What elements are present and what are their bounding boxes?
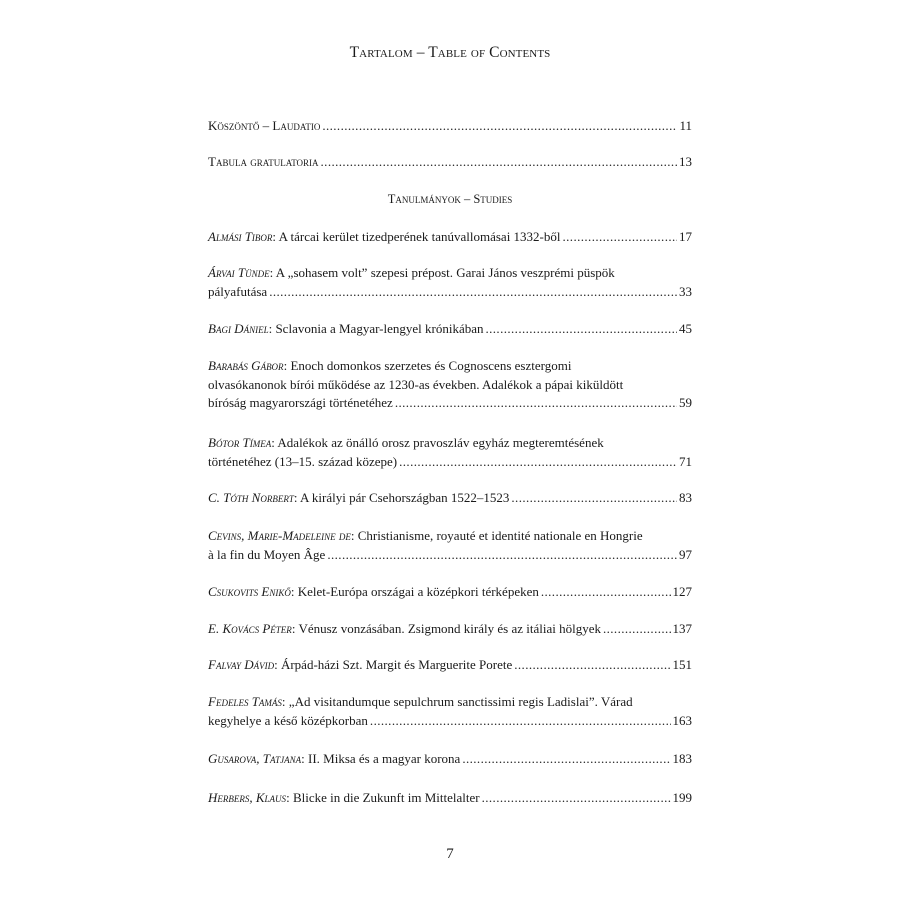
entry-title-cont: kegyhelye a késő középkorban [208, 712, 368, 728]
toc-entry [208, 228, 692, 247]
page-ref: 83 [679, 490, 692, 505]
entry-title: II. Miksa és a magyar korona [307, 751, 461, 766]
entry-author: Bagi Dániel [208, 321, 269, 336]
entry-author: Falvay Dávid [208, 657, 275, 672]
entry-title: A királyi pár Csehországban 1522–1523 [299, 490, 510, 505]
entry-title: Sclavonia a Magyar-lengyel krónikában [275, 321, 484, 336]
page-ref: 13 [679, 154, 692, 169]
dot-leader [514, 656, 670, 675]
toc-entry [208, 489, 692, 508]
entry-author: Gusarova, Tatjana [208, 751, 302, 766]
toc-entry [208, 583, 692, 602]
entry-text: Gusarova, Tatjana: II. Miksa és a magyar korona [208, 751, 461, 766]
page-ref: 151 [672, 657, 692, 672]
entry-text: Bagi Dániel: Sclavonia a Magyar-lengyel krónikában [208, 321, 484, 336]
entry-author: Almási Tibor [208, 229, 273, 244]
page-ref: 97 [679, 546, 692, 562]
entry-title-cont: olvasókanonok bírói működése az 1230-as években. Adalékok a pápai kiküldött [208, 376, 624, 392]
entry-author: Árvai Tünde [208, 265, 270, 280]
page-ref: 199 [672, 790, 692, 805]
entry-author: Fedeles Tamás [208, 694, 282, 709]
entry-text: Falvay Dávid: Árpád-házi Szt. Margit és Marguerite Porete [208, 657, 513, 672]
dot-leader [395, 394, 677, 413]
entry-text: Bótor Tímea: Adalékok az önálló orosz pravoszláv egyház megteremtésének [208, 435, 604, 450]
entry-text: Barabás Gábor: Enoch domonkos szerzetes és Cognoscens esztergomi [208, 358, 572, 373]
page-ref: 71 [679, 453, 692, 469]
entry-title: Christianisme, royauté et identité nationale en Hongrie [357, 528, 643, 543]
dot-leader [511, 489, 677, 508]
dot-leader [541, 583, 671, 602]
entry-text: Cevins, Marie-Madeleine de: Christianisme, royauté et identité nationale en Hongrie [208, 528, 643, 543]
page-ref: 45 [679, 321, 692, 336]
entry-title: Adalékok az önálló orosz pravoszláv egyház megteremtésének [277, 435, 604, 450]
dot-leader [269, 283, 677, 302]
entry-text: Fedeles Tamás: „Ad visitandumque sepulchrum sanctissimi regis Ladislai”. Várad [208, 694, 633, 709]
toc-entry [208, 434, 692, 471]
entry-title: Vénusz vonzásában. Zsigmond király és az itáliai hölgyek [298, 621, 601, 636]
toc-entry [208, 357, 692, 413]
entry-author: Bótor Tímea [208, 435, 272, 450]
dot-leader [563, 228, 678, 247]
toc-entry [208, 656, 692, 675]
entry-title: A „sohasem volt” szepesi prépost. Garai János veszprémi püspök [275, 265, 615, 280]
entry-text: Almási Tibor: A tárcai kerület tizedperének tanúvallomásai 1332-ből [208, 229, 561, 244]
entry-title-cont: à la fin du Moyen Âge [208, 546, 326, 562]
toc-entry [208, 320, 692, 339]
page-ref: 127 [672, 584, 692, 599]
toc-entry [208, 693, 692, 730]
entry-title-cont: pályafutása [208, 283, 268, 299]
entry-title: Blicke in die Zukunft im Mittelalter [292, 790, 480, 805]
toc-entry [208, 264, 692, 301]
toc-entry-tabula [208, 153, 692, 172]
entry-label: Köszöntő – Laudatio [208, 118, 321, 133]
page-ref: 59 [679, 395, 692, 410]
entry-title: A tárcai kerület tizedperének tanúvallomásai 1332-ből [278, 229, 561, 244]
entry-author: E. Kovács Péter [208, 621, 292, 636]
toc-entry [208, 620, 692, 639]
entry-text: Árvai Tünde: A „sohasem volt” szepesi prépost. Garai János veszprémi püspök [208, 265, 615, 280]
entry-title: Árpád-házi Szt. Margit és Marguerite Porete [280, 657, 513, 672]
dot-leader [462, 750, 670, 769]
dot-leader [399, 453, 677, 472]
entry-author: C. Tóth Norbert [208, 490, 294, 505]
dot-leader [327, 546, 677, 565]
entry-title: „Ad visitandumque sepulchrum sanctissimi regis Ladislai”. Várad [288, 694, 633, 709]
page-ref: 183 [672, 751, 692, 766]
page-ref: 11 [679, 118, 692, 133]
dot-leader [482, 789, 671, 808]
dot-leader [485, 320, 677, 339]
dot-leader [322, 117, 677, 136]
entry-text: Herbers, Klaus: Blicke in die Zukunft im Mittelalter [208, 790, 480, 805]
toc-entry [208, 750, 692, 769]
entry-title-cont: bíróság magyarországi történetéhez [208, 395, 393, 410]
entry-text: E. Kovács Péter: Vénusz vonzásában. Zsigmond király és az itáliai hölgyek [208, 621, 601, 636]
dot-leader [603, 620, 671, 639]
page-ref: 33 [679, 283, 692, 299]
entry-author: Csukovits Enikő [208, 584, 291, 599]
page-title: Tartalom – Table of Contents [349, 44, 551, 61]
section-heading: Tanulmányok – Studies [387, 192, 513, 206]
entry-text: C. Tóth Norbert: A királyi pár Csehországban 1522–1523 [208, 490, 510, 505]
page-number: 7 [446, 846, 454, 862]
toc-entry [208, 789, 692, 808]
toc-entry-laudatio [208, 117, 692, 136]
page-ref: 163 [672, 712, 692, 728]
entry-title: Kelet-Európa országai a középkori térképeken [297, 584, 539, 599]
entry-author: Barabás Gábor [208, 358, 284, 373]
entry-label: Tabula gratulatoria [208, 154, 319, 169]
entry-text: Csukovits Enikő: Kelet-Európa országai a középkori térképeken [208, 584, 539, 599]
page-ref: 17 [679, 229, 692, 244]
entry-title-cont: történetéhez (13–15. század közepe) [208, 453, 398, 469]
dot-leader [321, 153, 677, 172]
toc-entry [208, 527, 692, 564]
entry-title: Enoch domonkos szerzetes és Cognoscens esztergomi [290, 358, 572, 373]
entry-author: Herbers, Klaus [208, 790, 287, 805]
dot-leader [370, 712, 671, 731]
page-ref: 137 [672, 621, 692, 636]
entry-author: Cevins, Marie-Madeleine de [208, 528, 351, 543]
